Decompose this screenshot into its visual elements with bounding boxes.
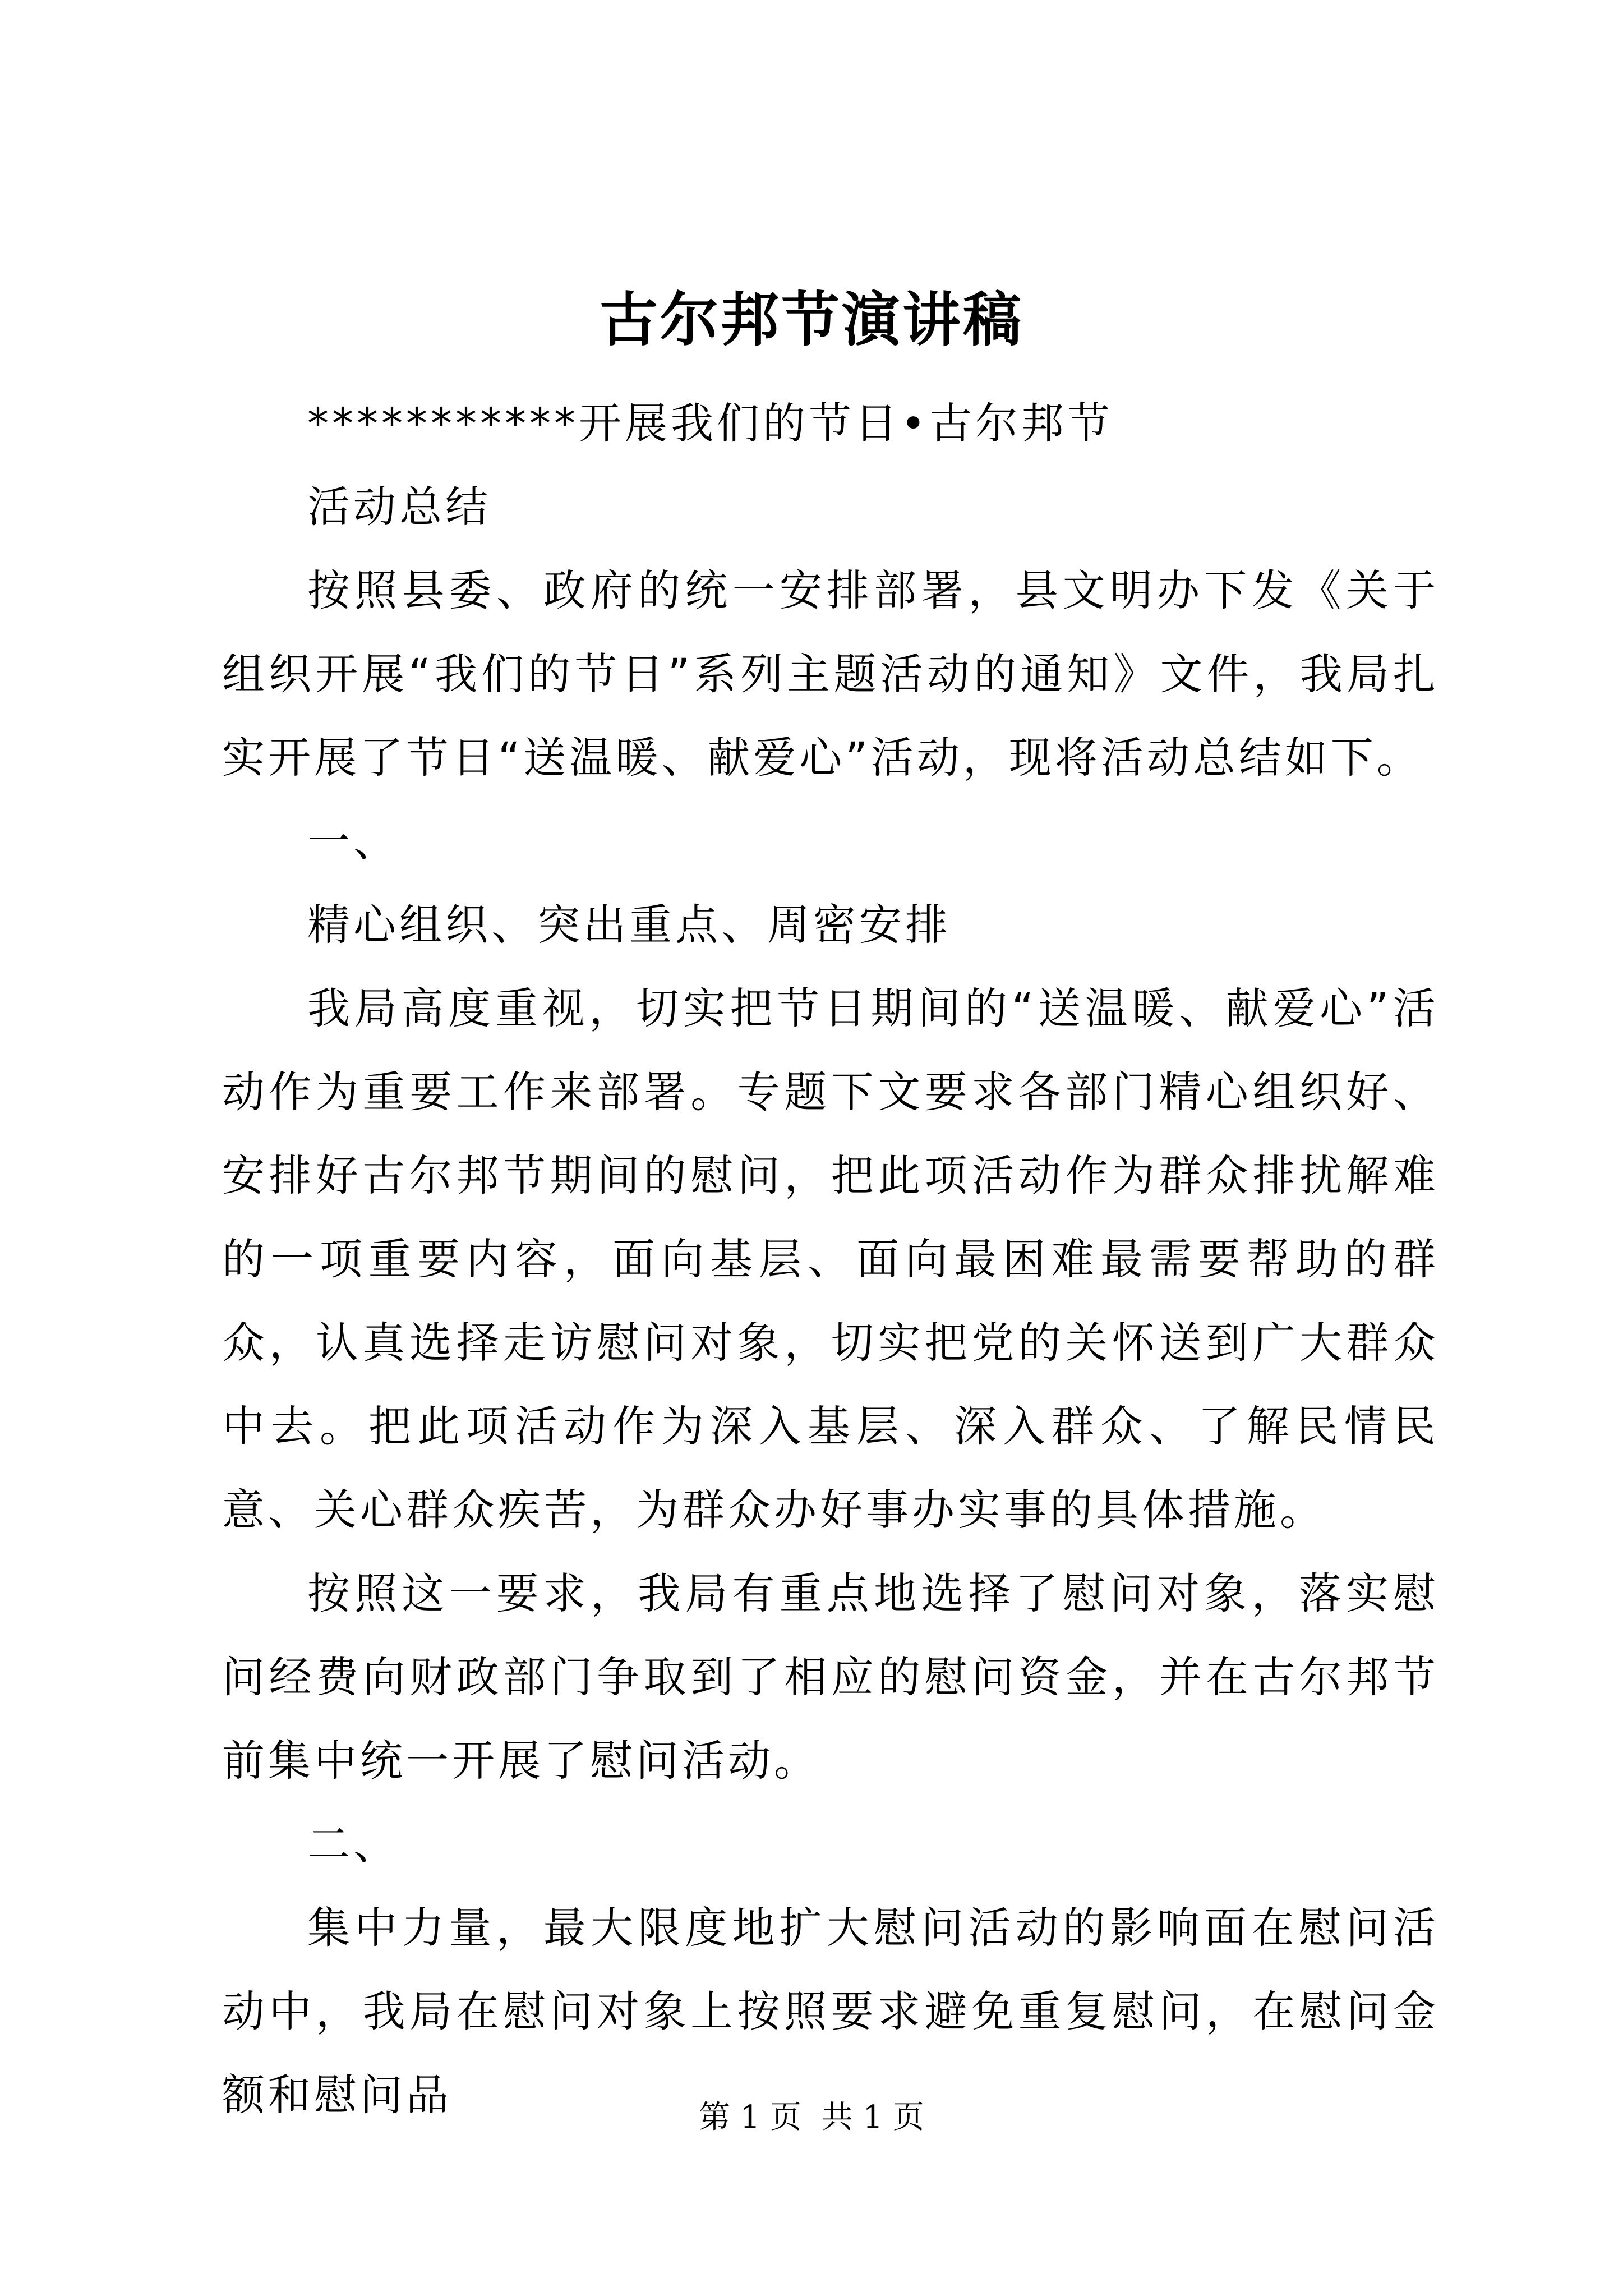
section-2-paragraph-1: 集中力量，最大限度地扩大慰问活动的影响面在慰问活动中，我局在慰问对象上按照要求避免重复慰问，在慰问金额和慰问品 xyxy=(222,1903,1439,2120)
section-heading-1: 精心组织、突出重点、周密安排 xyxy=(307,900,951,950)
subtitle-line: ***********开展我们的节日•古尔邦节 xyxy=(307,398,1113,448)
section-1-paragraph-2: 按照这一要求，我局有重点地选择了慰问对象，落实慰问经费向财政部门争取到了相应的慰问资金，并在古尔邦节前集中统一开展了慰问活动。 xyxy=(222,1568,1439,1786)
document-title: 古尔邦节演讲稿 xyxy=(599,285,1023,354)
page-total: 共 1 页 xyxy=(821,2099,925,2136)
page-number: 第 1 页 xyxy=(698,2099,802,2136)
section-number-1: 一、 xyxy=(307,816,399,866)
document-body xyxy=(222,381,1439,2137)
section-number-2: 二、 xyxy=(307,1819,399,1869)
page-footer xyxy=(0,2095,1623,2140)
subtitle-summary: 活动总结 xyxy=(307,482,491,532)
intro-paragraph: 按照县委、政府的统一安排部署，县文明办下发《关于组织开展“我们的节日”系列主题活动的通知》文件，我局扎实开展了节日“送温暖、献爱心”活动，现将活动总结如下。 xyxy=(222,565,1439,783)
section-1-paragraph-1: 我局高度重视，切实把节日期间的“送温暖、献爱心”活动作为重要工作来部署。专题下文要求各部门精心组织好、安排好古尔邦节期间的慰问，把此项活动作为群众排扰解难的一项重要内容，面向基层、面向最困难最需要帮助的群众，认真选择走访慰问对象，切实把党的关怀送到广大群众中去。把此项活动作为深入基层、深入群众、了解民情民意、关心群众疾苦，为群众办好事办实事的具体措施。 xyxy=(222,983,1439,1535)
